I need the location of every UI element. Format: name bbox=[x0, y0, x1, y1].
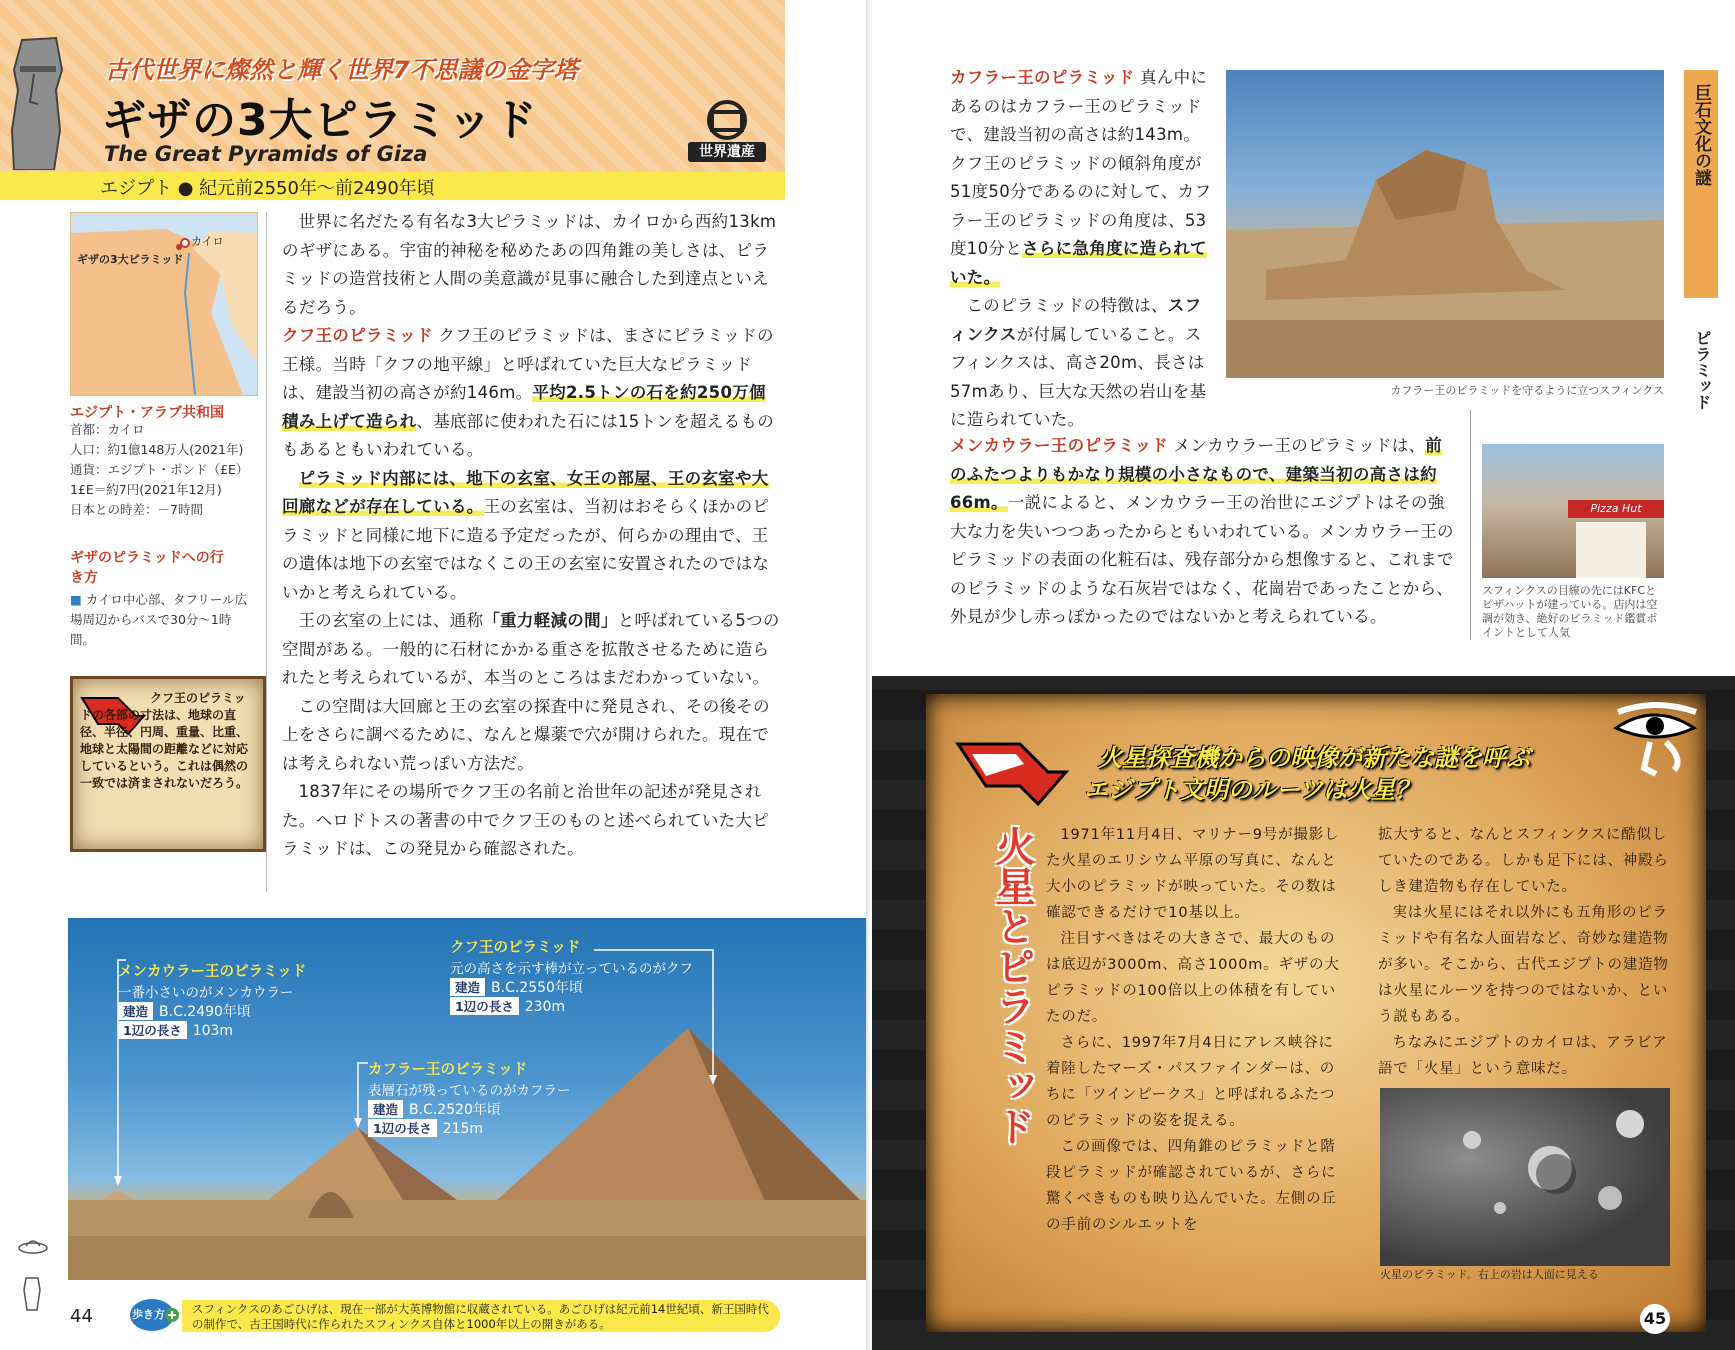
menkaure-desc: 一番小さいのがメンカウラー bbox=[118, 985, 294, 1001]
menkaure-highlight: 前のふたつよりもかなり規模の小さなもので、建築当初の高さは約66m。 bbox=[950, 436, 1443, 512]
tip-text: スフィンクスのあごひげは、現在一部が大英博物館に収蔵されている。あごひげは紀元前14世紀頃、新王国時代の制作で、古王国時代に作られたスフィンクス自体と1000年以上の開きがある。 bbox=[182, 1300, 780, 1332]
khafre-side: 215m bbox=[442, 1121, 484, 1137]
page-number-left: 44 bbox=[70, 1306, 93, 1327]
sphinx-photo bbox=[1226, 70, 1664, 378]
fact-currency: 通貨：エジプト・ポンド（£E） bbox=[70, 462, 249, 477]
khufu-side: 230m bbox=[524, 999, 566, 1015]
khafre-desc: 表層石が残っているのがカフラー bbox=[368, 1083, 571, 1099]
menkaure-built-tag: 建造 bbox=[118, 1002, 153, 1020]
khufu-text-a: クフ王のピラミッドは、まさにピラミッドの王様。当時「クフの地平線」と呼ばれていた巨大なピラミッドは、建設当初の高さが約146m。 bbox=[282, 326, 774, 402]
feature-c1-p3: さらに、1997年7月4日にアレス峡谷に着陸したマーズ・パスファインダーは、のちに「ツインピークス」と呼ばれるふたつのピラミッドの姿を捉える。 bbox=[1046, 1035, 1336, 1129]
moai-small-icon bbox=[22, 1276, 42, 1316]
storefront bbox=[1576, 522, 1646, 578]
khufu-side-tag: 1辺の長さ bbox=[450, 997, 519, 1015]
menkaure-side-tag: 1辺の長さ bbox=[118, 1021, 187, 1039]
feature-column-2 bbox=[1378, 822, 1674, 1082]
main-text bbox=[282, 208, 782, 864]
menkaure-heading: メンカウラー王のピラミッド bbox=[950, 436, 1169, 455]
fact-rate: 1£E＝約7円(2021年12月) bbox=[70, 482, 222, 497]
khufu-desc: 元の高さを示す棒が立っているのがクフ bbox=[450, 961, 693, 977]
inner-paragraph bbox=[282, 465, 782, 608]
sphinx-graphic bbox=[1226, 70, 1664, 378]
sphinx-text-b: が付属していること。スフィンクスは、高さ20m、長さは57mあり、巨大な天然の岩山を基に造られていた。 bbox=[950, 324, 1207, 429]
fact-capital: 首都：カイロ bbox=[70, 422, 145, 437]
feature-headline-1: 火星探査機からの映像が新たな謎を呼ぶ bbox=[1098, 744, 1530, 772]
khafre-text-a: 真ん中にあるのはカフラー王のピラミッドで、建設当初の高さは約143m。クフ王のピラミッドの傾斜角度が51度50分であるのに対して、カフラー王のピラミッドの角度は、53度10分と bbox=[950, 68, 1212, 258]
feature-headline-2: エジプト文明のルーツは火星？ bbox=[1084, 776, 1420, 804]
feature-c1-p4: この画像では、四角錐のピラミッドと階段ピラミッドが確認されているが、さらに驚くべきものも映り込んでいた。左側の丘の手前のシルエットを bbox=[1046, 1139, 1337, 1233]
khafre-built: B.C.2520年頃 bbox=[409, 1102, 501, 1118]
khufu-built-tag: 建造 bbox=[450, 978, 485, 996]
discovery-paragraph: この空間は大回廊と王の玄室の探査中に発見され、その後その上をさらに調べるために、なんと爆薬で穴が開けられた。現在では考えられない荒っぽい方法だ。 bbox=[282, 696, 770, 773]
chapter-tab-title: 巨石文化の謎 bbox=[1691, 84, 1711, 186]
khufu-built: B.C.2550年頃 bbox=[491, 980, 583, 996]
sphinx-text-a: このピラミッドの特徴は、 bbox=[966, 296, 1168, 315]
pizza-hut-sign: Pizza Hut bbox=[1568, 500, 1664, 518]
world-heritage-badge: 世界遺産 bbox=[688, 142, 766, 162]
menkaure-name: メンカウラー王のピラミッド bbox=[118, 964, 307, 980]
feature-column-1 bbox=[1046, 822, 1348, 1238]
tip-badge-label: 歩き方 bbox=[132, 1308, 165, 1321]
english-title: The Great Pyramids of Giza bbox=[104, 142, 428, 166]
menkaure-paragraph bbox=[950, 432, 1454, 632]
page-title: ギザの3大ピラミッド bbox=[102, 95, 538, 146]
chapter-tab-subtitle: ピラミッド bbox=[1693, 330, 1712, 410]
intro-paragraph: 世界に名だたる有名な3大ピラミッドは、カイロから西約13kmのギザにある。宇宙的神秘を秘めたあの四角錐の美しさは、ピラミッドの造営技術と人間の美意識が見事に融合した到達点といえるだろう。 bbox=[282, 212, 777, 317]
khufu-text-b: 、基底部に使われた石には15トンを超えるものもあるともいわれている。 bbox=[282, 411, 775, 459]
feature-c1-p2: 注目すべきはその大きさで、最大のものは底辺が3000m、高さ1000m。ギザの大ピラミッドの100倍以上の体積を有していたのだ。 bbox=[1046, 931, 1340, 1025]
ufo-icon bbox=[18, 1236, 48, 1258]
feature-vertical-title: 火星とピラミッド bbox=[989, 826, 1035, 1146]
fact-timezone: 日本との時差：－7時間 bbox=[70, 502, 203, 517]
map-graphic bbox=[71, 213, 257, 395]
relief-term: 「重力軽減の間」 bbox=[483, 611, 618, 630]
feature-c2-p1: 拡大すると、なんとスフィンクスに酷似していたのである。しかも足下には、神殿らしき建造物も存在していた。 bbox=[1378, 827, 1669, 895]
mu-text: クフ王のピラミッドの各部の寸法は、地球の直径、半径、円周、重量、比重、地球と太陽間の距離などに対応しているという。これは偶然の一致では済まされないだろう。 bbox=[80, 691, 249, 790]
relief-text-a: 王の玄室の上には、通称 bbox=[298, 611, 484, 630]
country-period: エジプト ● 紀元前2550年〜前2490年頃 bbox=[100, 178, 435, 199]
khufu-paragraph bbox=[282, 322, 782, 465]
sphinx-caption: カフラー王のピラミッドを守るように立つスフィンクス bbox=[1390, 384, 1664, 397]
page-gutter bbox=[866, 0, 870, 1350]
khafre-paragraph bbox=[950, 64, 1216, 292]
khafre-text bbox=[950, 64, 1216, 435]
mars-photo bbox=[1380, 1088, 1670, 1266]
relief-text-b: と呼ばれている5つの空間がある。一般的に石材にかかる重さを拡散させるために造られたと考えられているが、本当のところはまだわかっていない。 bbox=[282, 611, 780, 687]
khafre-highlight: さらに急角度に造られていた。 bbox=[950, 239, 1207, 287]
khafre-side-tag: 1辺の長さ bbox=[368, 1119, 437, 1137]
access-block bbox=[70, 590, 254, 650]
menkaure-text-a: メンカウラー王のピラミッドは、 bbox=[1173, 436, 1426, 455]
sphinx-paragraph bbox=[950, 292, 1216, 435]
khafre-name: カフラー王のピラミッド bbox=[368, 1062, 528, 1078]
sphinx-term: スフィンクス bbox=[950, 296, 1202, 344]
country-title: エジプト・アラブ共和国 bbox=[70, 405, 224, 421]
menkaure-text bbox=[950, 432, 1454, 632]
khufu-highlight: 平均2.5トンの石を約250万個積み上げて造られ bbox=[282, 383, 766, 431]
menkaure-text-b: 一説によると、メンカウラー王の治世にエジプトはその強大な力を失いつつあったからともいわれている。メンカウラー王のピラミッドの表面の化粧石は、残存部分から想像すると、これまでのピラミッドのような石灰岩ではなく、花崗岩であったことから、外見が少し赤っぽかったのではないかと考えられている。 bbox=[950, 493, 1454, 626]
khufu-name: クフ王のピラミッド bbox=[450, 940, 581, 956]
khafre-built-tag: 建造 bbox=[368, 1100, 403, 1118]
tip-badge bbox=[128, 1296, 180, 1334]
mars-graphic bbox=[1380, 1088, 1670, 1266]
eye-of-horus-icon bbox=[1610, 698, 1700, 778]
egypt-map bbox=[70, 212, 258, 396]
mu-logo-large-icon bbox=[954, 724, 1070, 808]
khafre-heading: カフラー王のピラミッド bbox=[950, 68, 1135, 87]
inner-highlight: ピラミッド内部には、地下の玄室、女王の部屋、王の玄室や大回廊などが存在している。 bbox=[282, 468, 769, 516]
header-kicker: 古代世界に燦然と輝く世界7不思議の金字塔 bbox=[105, 56, 578, 84]
feature-c1-p1: 1971年11月4日、マリナー9号が撮影した火星のエリシウム平原の写真に、なんと大小のピラミッドが映っていた。その数は確認できるだけで10基以上。 bbox=[1046, 827, 1340, 921]
map-city-label: カイロ bbox=[191, 235, 224, 248]
moai-icon bbox=[4, 30, 74, 170]
fact-population: 人口：約1億148万人(2021年) bbox=[70, 442, 244, 457]
bus-icon: ■ bbox=[70, 592, 82, 607]
khufu-heading: クフ王のピラミッド bbox=[282, 326, 433, 345]
pyramids-photo bbox=[68, 918, 866, 1280]
callout-lines bbox=[68, 918, 866, 1280]
relief-paragraph bbox=[282, 607, 782, 693]
inner-text: 王の玄室は、当初はおそらくほかのピラミッドと同様に地下に造る予定だったが、何らかの理由で、王の遺体は地下の玄室ではなくこの王の玄室に安置されたのではないかと考えられている。 bbox=[282, 497, 770, 602]
access-text: カイロ中心部、タフリール広場周辺からバスで30分〜1時間。 bbox=[70, 592, 248, 647]
pizza-hut-photo bbox=[1482, 444, 1664, 578]
access-title: ギザのピラミッドへの行き方 bbox=[70, 550, 224, 586]
menkaure-side: 103m bbox=[192, 1023, 234, 1039]
menkaure-built: B.C.2490年頃 bbox=[159, 1004, 251, 1020]
map-site-label: ギザの3大ピラミッド bbox=[77, 253, 184, 266]
page-number-right: 45 bbox=[1640, 1304, 1670, 1334]
record-paragraph: 1837年にその場所でクフ王の名前と治世年の記述が発見された。ヘロドトスの著書の中でクフ王のものと述べられていた大ピラミッドは、この発見から確認された。 bbox=[282, 782, 770, 858]
caption-divider bbox=[1470, 410, 1471, 640]
feature-c2-p3: ちなみにエジプトのカイロは、アラビア語で「火星」という意味だ。 bbox=[1378, 1035, 1668, 1077]
mars-caption: 火星のピラミッド。右上の岩は人面に見える bbox=[1380, 1268, 1599, 1281]
column-divider bbox=[266, 212, 267, 892]
pizza-caption: スフィンクスの目線の先にはKFCとピザハットが建っている。店内は空調が効き、絶好のピラミッド鑑賞ポイントとして人気 bbox=[1482, 584, 1658, 639]
feature-c2-p2: 実は火星にはそれ以外にも五角形のピラミッドや有名な人面岩など、奇妙な建造物が多い。そこから、古代エジプトの建造物は火星にルーツを持つのではないか、という説もある。 bbox=[1378, 905, 1669, 1025]
